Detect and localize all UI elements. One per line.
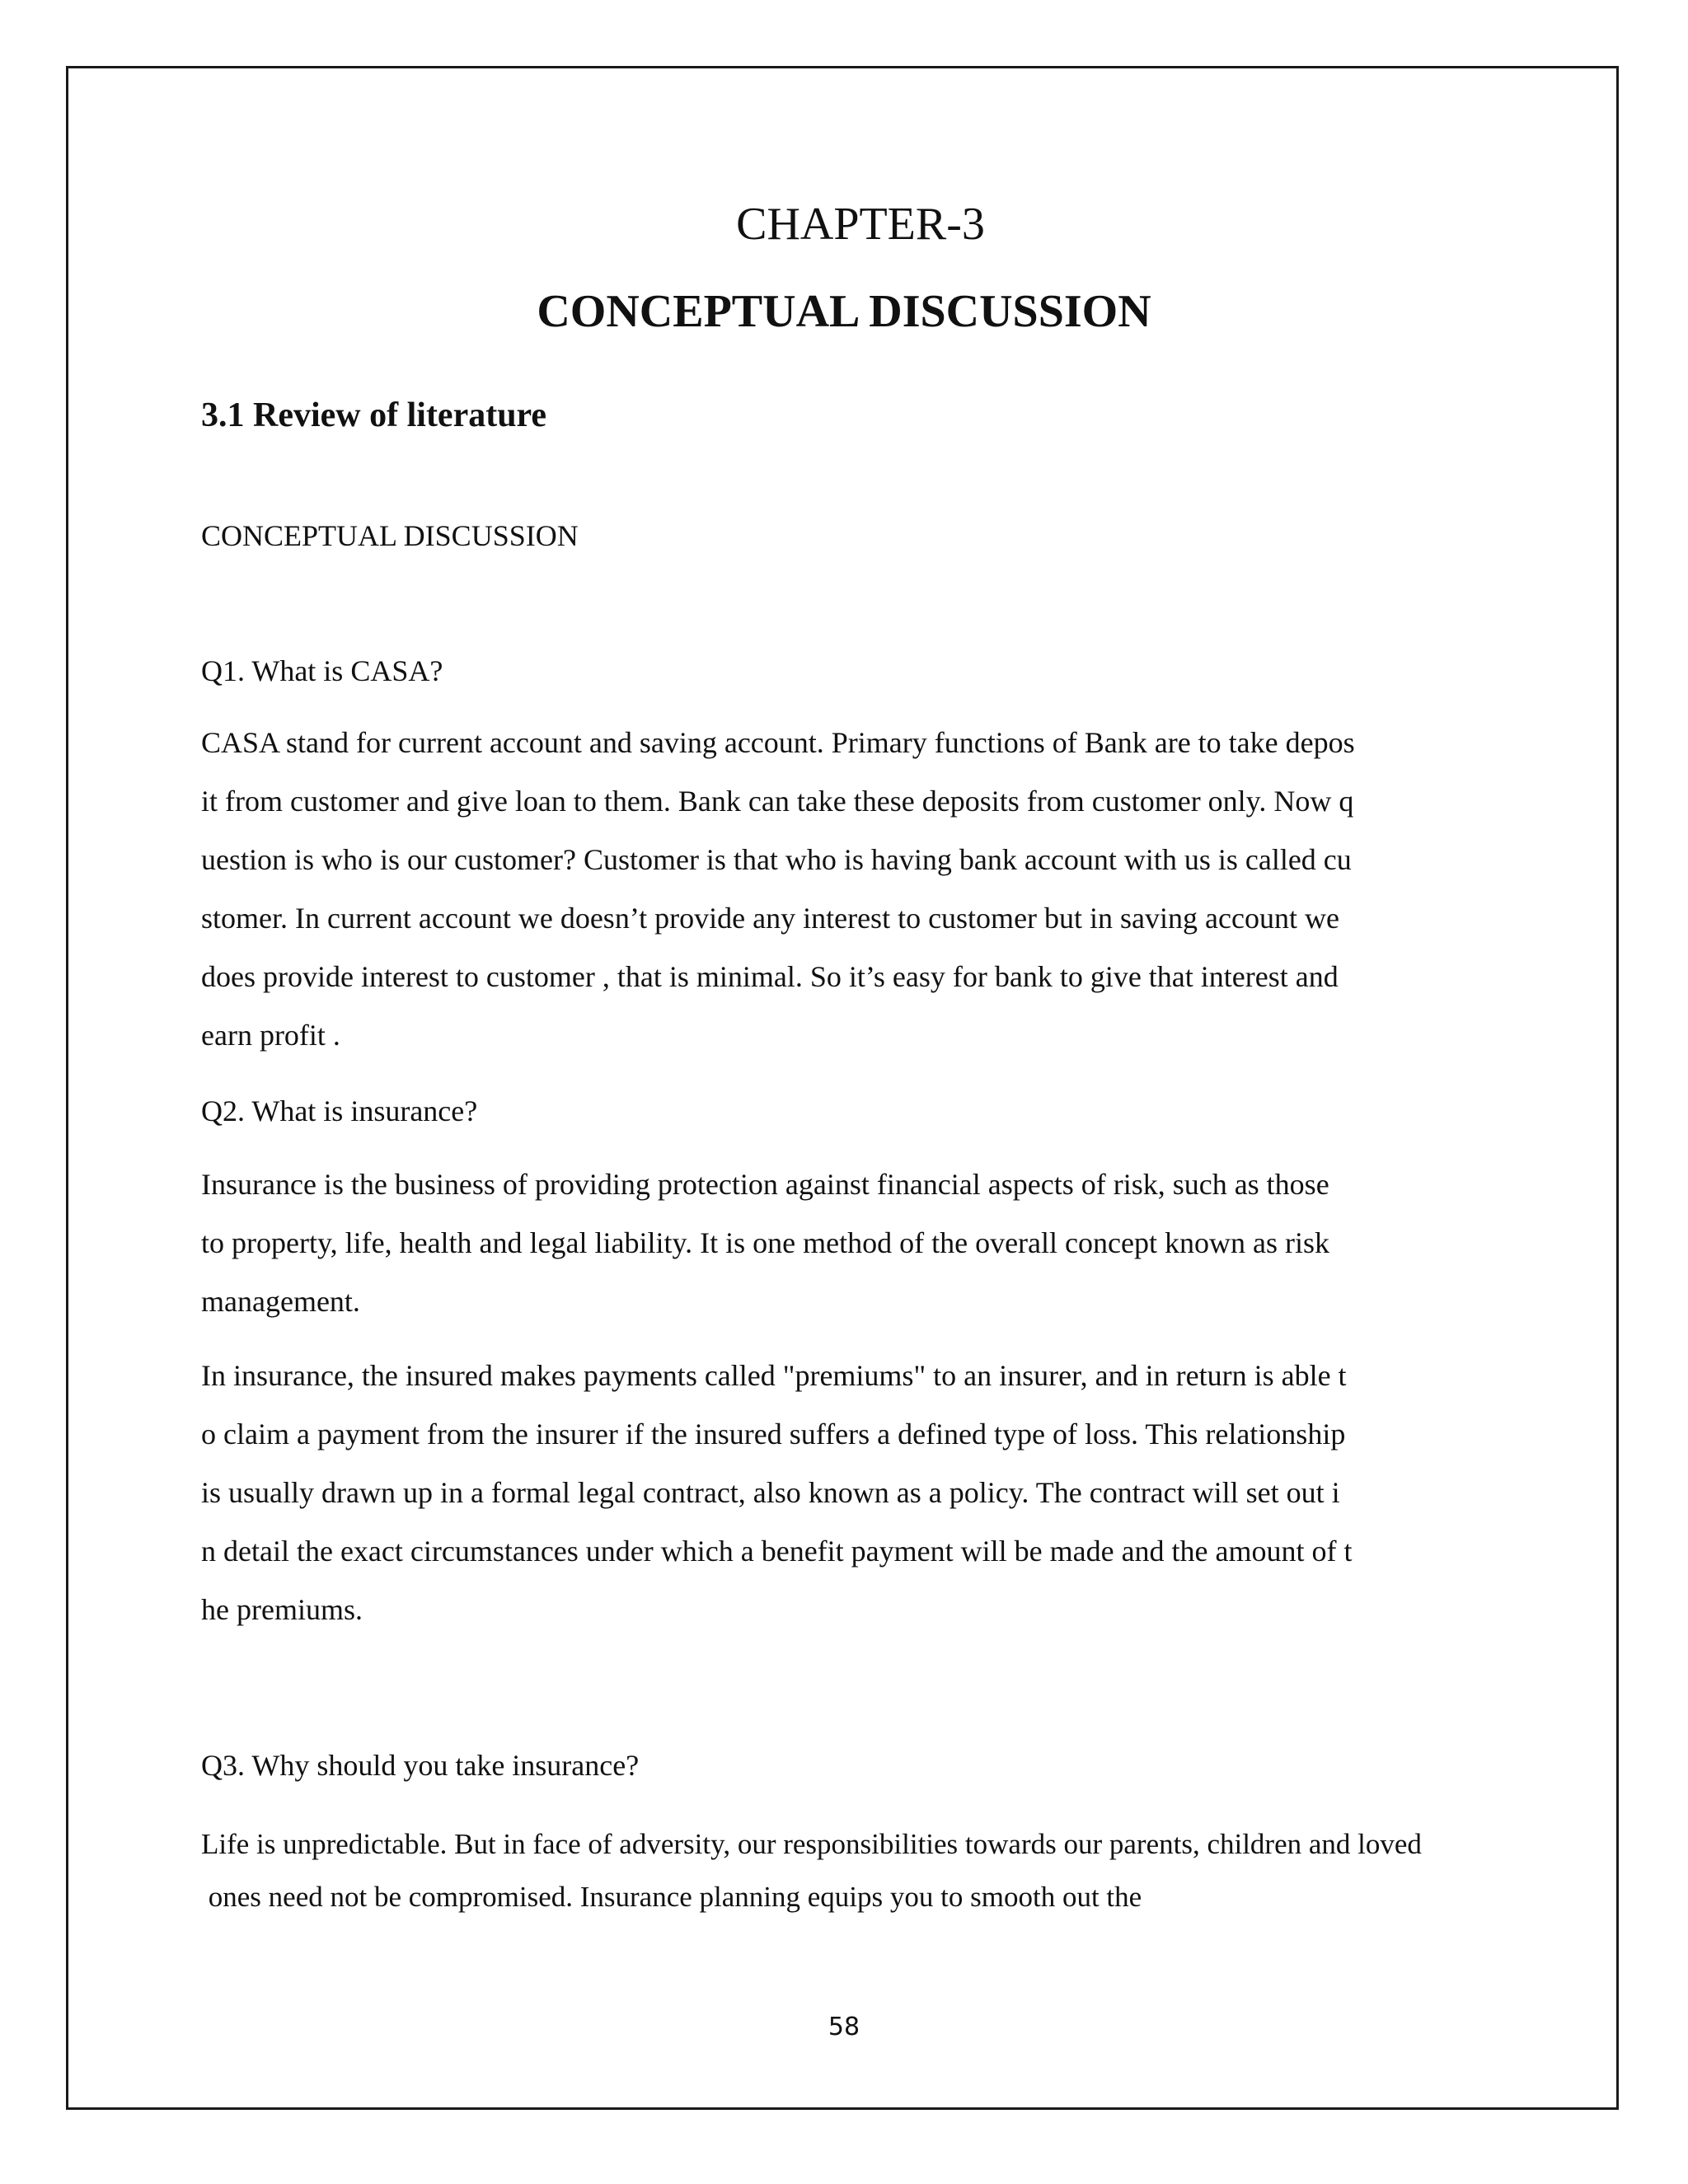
chapter-title: CONCEPTUAL DISCUSSION bbox=[537, 286, 1151, 337]
question-1: Q1. What is CASA? bbox=[201, 654, 443, 687]
paragraph-line: n detail the exact circumstances under which a benefit payment will be made and the amount of t bbox=[201, 1535, 1353, 1568]
paragraph-line: is usually drawn up in a formal legal contract, also known as a policy. The contract will set out i bbox=[201, 1476, 1340, 1509]
answer-2b-paragraph bbox=[201, 1347, 1487, 1639]
paragraph-line: management. bbox=[201, 1285, 360, 1318]
paragraph-line: Life is unpredictable. But in face of adversity, our responsibilities towards our parents, children and loved bbox=[201, 1828, 1422, 1860]
answer-1-paragraph bbox=[201, 714, 1487, 1065]
paragraph-line: CASA stand for current account and saving account. Primary functions of Bank are to take depos bbox=[201, 726, 1355, 759]
section-heading: 3.1 Review of literature bbox=[201, 396, 547, 434]
page-number: 58 bbox=[828, 2013, 860, 2041]
paragraph-line: uestion is who is our customer? Customer is that who is having bank account with us is called cu bbox=[201, 843, 1352, 876]
chapter-number: CHAPTER-3 bbox=[736, 199, 985, 250]
answer-2-paragraph bbox=[201, 1155, 1487, 1331]
paragraph-line: ones need not be compromised. Insurance planning equips you to smooth out the bbox=[201, 1881, 1142, 1913]
paragraph-line: does provide interest to customer , that is minimal. So it’s easy for bank to give that interest and bbox=[201, 960, 1339, 993]
paragraph-line: earn profit . bbox=[201, 1019, 340, 1052]
answer-3-paragraph bbox=[201, 1818, 1487, 1924]
paragraph-line: he premiums. bbox=[201, 1593, 363, 1626]
paragraph-line: In insurance, the insured makes payments called "premiums" to an insurer, and in return is able t bbox=[201, 1359, 1347, 1392]
section-subheading: CONCEPTUAL DISCUSSION bbox=[201, 519, 579, 552]
paragraph-line: to property, life, health and legal liability. It is one method of the overall concept known as risk bbox=[201, 1226, 1329, 1259]
paragraph-line: Insurance is the business of providing protection against financial aspects of risk, such as those bbox=[201, 1168, 1329, 1201]
question-3: Q3. Why should you take insurance? bbox=[201, 1749, 640, 1782]
question-2: Q2. What is insurance? bbox=[201, 1094, 478, 1127]
paragraph-line: it from customer and give loan to them. Bank can take these deposits from customer only. Now q bbox=[201, 785, 1354, 818]
paragraph-line: o claim a payment from the insurer if the insured suffers a defined type of loss. This relationship bbox=[201, 1418, 1346, 1451]
page-border bbox=[66, 66, 1619, 2110]
paragraph-line: stomer. In current account we doesn’t provide any interest to customer but in saving account we bbox=[201, 902, 1339, 935]
